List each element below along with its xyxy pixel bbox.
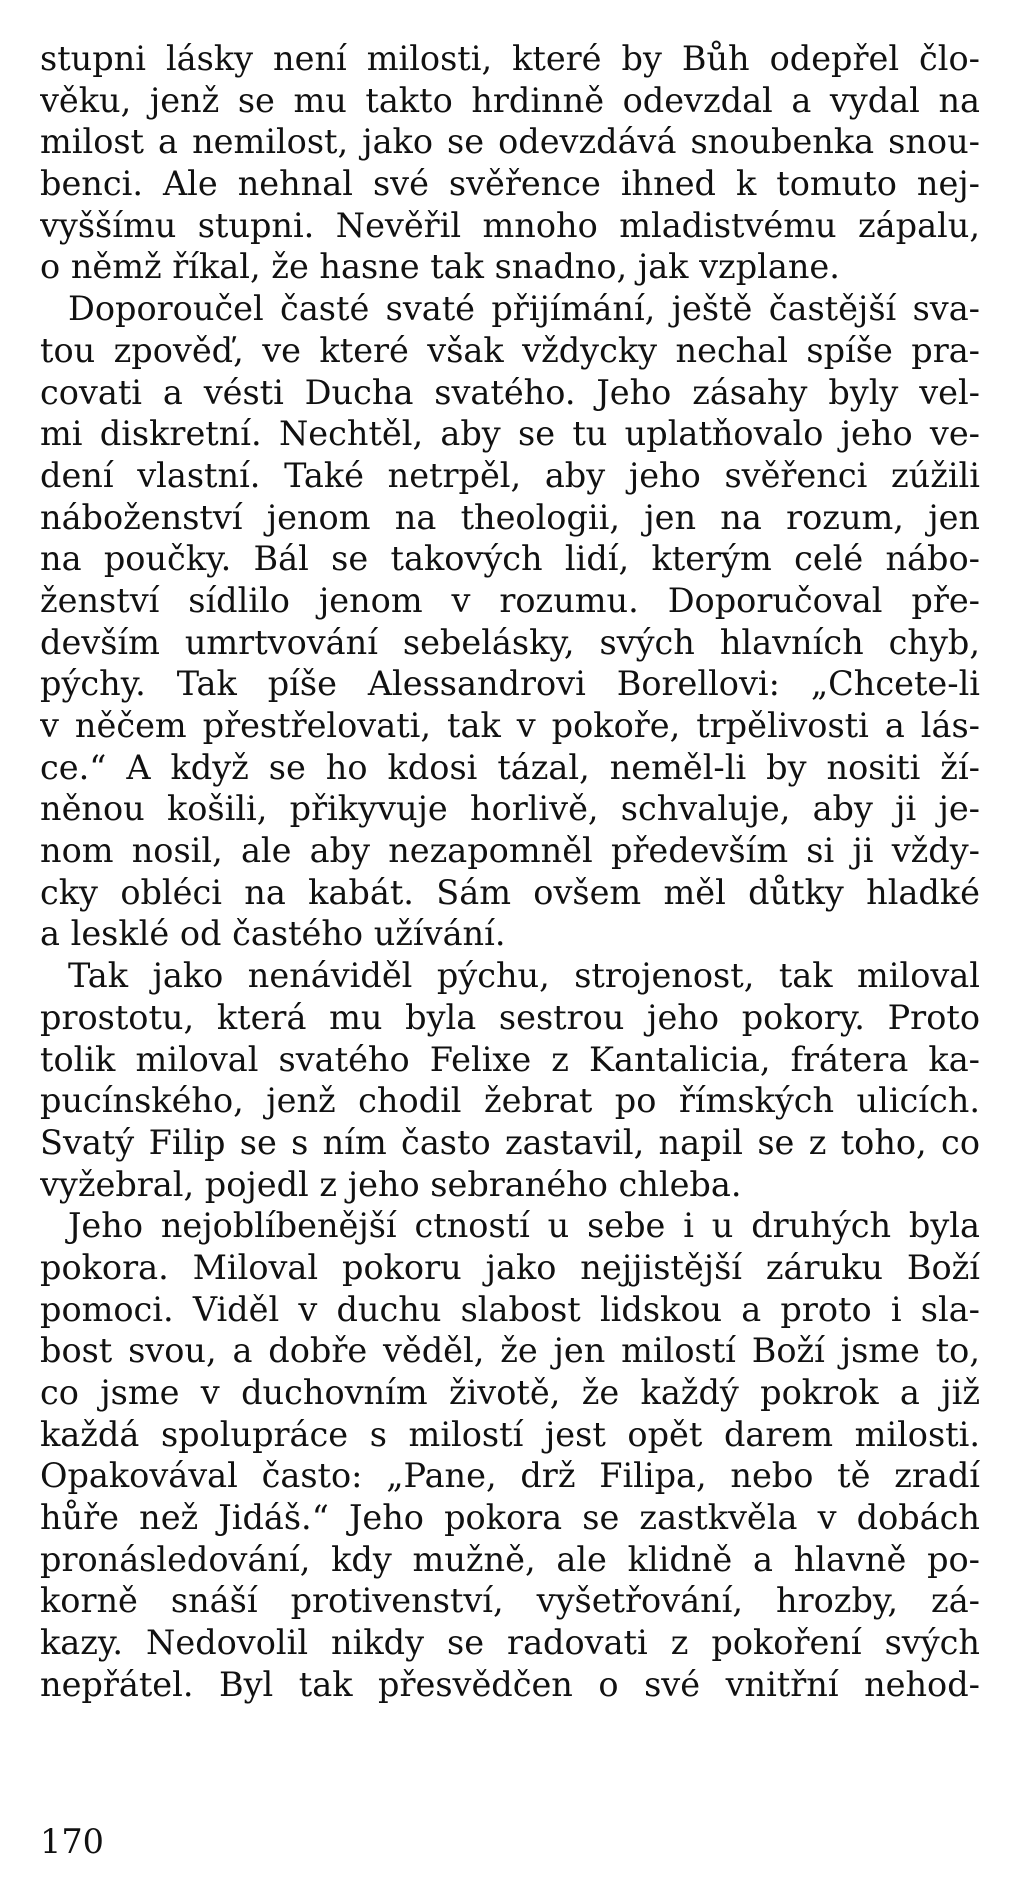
text-line: Opakovával často: „Pane, drž Filipa, nebo tě zradí <box>40 1456 980 1496</box>
text-line: devším umrtvování sebelásky, svých hlavních chyb, <box>40 622 980 662</box>
text-line: pronásledování, kdy mužně, ale klidně a hlavně po- <box>40 1539 980 1579</box>
text-line: ženství sídlilo jenom v rozumu. Doporučoval pře- <box>40 580 980 620</box>
text-line: stupni lásky není milosti, které by Bůh odepřel člo- <box>40 39 980 78</box>
text-line: věku, jenž se mu takto hrdinně odevzdal a vydal na <box>40 80 980 120</box>
page-text <box>40 38 980 1706</box>
text-line: bost svou, a dobře věděl, že jen milostí Boží jsme to, <box>40 1331 980 1371</box>
paragraph-start-line: Doporoučel časté svaté přijímání, ještě častější sva- <box>68 289 980 329</box>
text-line: benci. Ale nehnal své svěřence ihned k tomuto nej- <box>40 164 980 204</box>
text-line: cky obléci na kabát. Sám ovšem měl důtky hladké <box>40 872 980 912</box>
text-line: pokora. Miloval pokoru jako nejjistější záruku Boží <box>40 1247 980 1287</box>
text-line: tolik miloval svatého Felixe z Kantalicia, frátera ka- <box>40 1039 980 1079</box>
text-line: hůře než Jidáš.“ Jeho pokora se zastkvěla v dobách <box>40 1498 980 1538</box>
page-number: 170 <box>40 1822 104 1861</box>
text-line: vyššímu stupni. Nevěřil mnoho mladistvému zápalu, <box>40 205 980 245</box>
text-line: co jsme v duchovním životě, že každý pokrok a již <box>40 1373 980 1412</box>
text-line: dení vlastní. Také netrpěl, aby jeho svěřenci zúžili <box>40 455 980 495</box>
text-line: korně snáší protivenství, vyšetřování, hrozby, zá- <box>40 1581 980 1621</box>
text-line: milost a nemilost, jako se odevzdává snoubenka snou- <box>40 122 980 162</box>
text-line: každá spolupráce s milostí jest opět darem milosti. <box>40 1414 980 1454</box>
text-line: nepřátel. Byl tak přesvědčen o své vnitřní nehod- <box>40 1664 980 1704</box>
text-line: pomoci. Viděl v duchu slabost lidskou a proto i sla- <box>40 1289 980 1329</box>
text-line: a lesklé od častého užívání. <box>40 914 506 954</box>
text-line: něnou košili, přikyvuje horlivě, schvaluje, aby ji je- <box>40 789 980 829</box>
text-line: pýchy. Tak píše Alessandrovi Borellovi: „Chcete-li <box>40 664 980 704</box>
text-line: nom nosil, ale aby nezapomněl především si ji vždy- <box>40 831 980 871</box>
text-line: náboženství jenom na theologii, jen na rozum, jen <box>40 497 980 537</box>
text-line: ce.“ A když se ho kdosi tázal, neměl-li by nositi ží- <box>40 747 980 787</box>
text-line: covati a vésti Ducha svatého. Jeho zásahy byly vel- <box>40 372 980 412</box>
text-line: na poučky. Bál se takových lidí, kterým celé nábo- <box>40 539 980 579</box>
text-line: mi diskretní. Nechtěl, aby se tu uplatňovalo jeho ve- <box>40 414 980 454</box>
text-line: vyžebral, pojedl z jeho sebraného chleba. <box>40 1164 742 1204</box>
text-line: o němž říkal, že hasne tak snadno, jak vzplane. <box>40 247 840 287</box>
paragraph-start-line: Tak jako nenáviděl pýchu, strojenost, tak miloval <box>68 956 980 996</box>
text-line: Svatý Filip se s ním často zastavil, napil se z toho, co <box>40 1122 980 1162</box>
text-line: pucínského, jenž chodil žebrat po římských ulicích. <box>40 1081 980 1121</box>
text-line: prostotu, která mu byla sestrou jeho pokory. Proto <box>40 997 980 1037</box>
text-line: kazy. Nedovolil nikdy se radovati z pokoření svých <box>40 1623 980 1663</box>
paragraph-start-line: Jeho nejoblíbenější ctností u sebe i u druhých byla <box>68 1206 980 1246</box>
text-line: v něčem přestřelovati, tak v pokoře, trpělivosti a lás- <box>40 706 980 745</box>
text-line: tou zpověď, ve které však vždycky nechal spíše pra- <box>40 330 980 370</box>
